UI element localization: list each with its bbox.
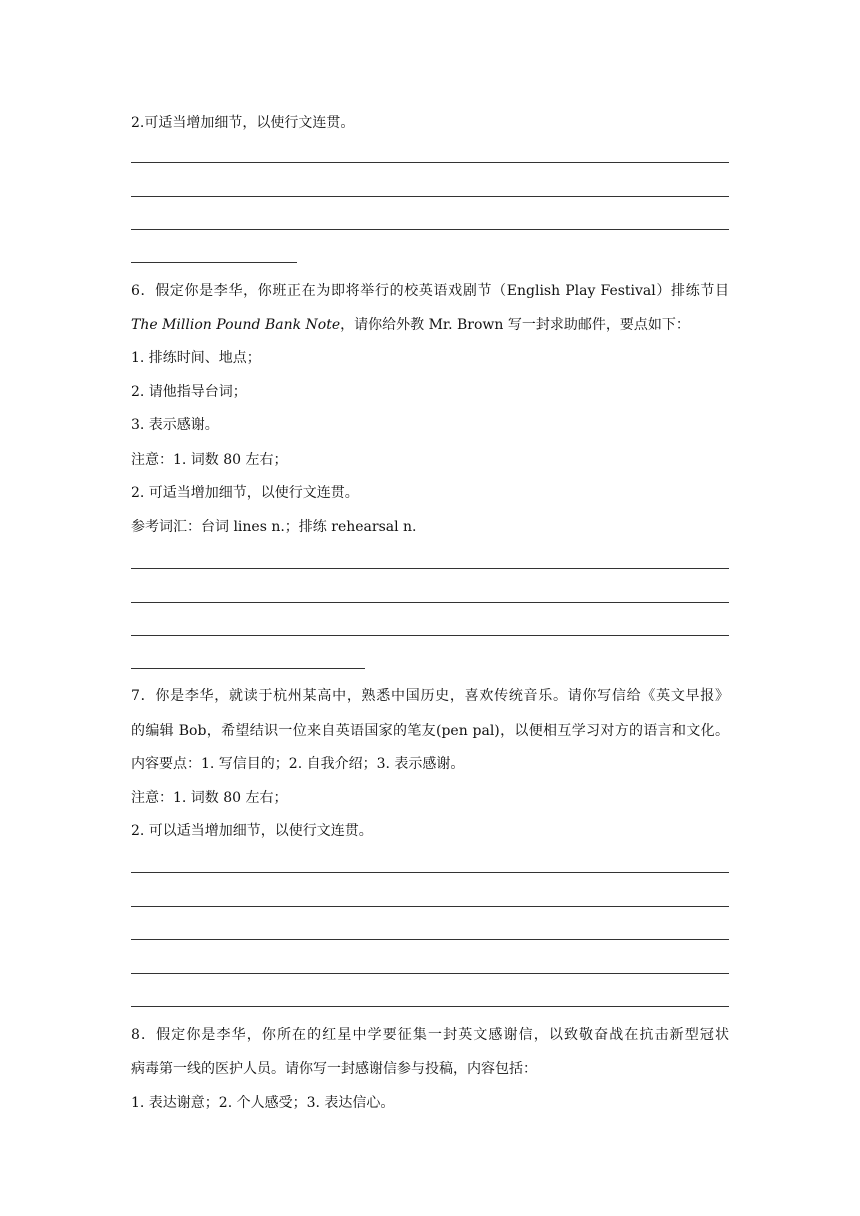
q8-prompt-line2: 病毒第一线的医护人员。请你写一封感谢信参与投稿，内容包括： xyxy=(131,1061,537,1077)
answer-line xyxy=(131,668,365,669)
q7-note-2: 2. 可以适当增加细节，以使行文连贯。 xyxy=(131,823,373,839)
q6-point-3: 3. 表示感谢。 xyxy=(131,417,219,433)
q6-point-1: 1. 排练时间、地点； xyxy=(131,350,261,366)
q6-prompt-line1: 6．假定你是李华，你班正在为即将举行的校英语戏剧节（English Play Festival）排练节目 xyxy=(131,283,729,299)
q7-prompt-line3: 内容要点：1. 写信目的；2. 自我介绍；3. 表示感谢。 xyxy=(131,756,465,772)
answer-line xyxy=(131,196,729,197)
answer-line xyxy=(131,568,729,569)
answer-line xyxy=(131,602,729,603)
answer-line xyxy=(131,872,729,873)
answer-line xyxy=(131,162,729,163)
answer-line xyxy=(131,635,729,636)
answer-line xyxy=(131,939,729,940)
answer-line xyxy=(131,973,729,974)
q6-point-2: 2. 请他指导台词； xyxy=(131,384,247,400)
answer-line xyxy=(131,906,729,907)
answer-line xyxy=(131,1006,729,1007)
q8-prompt-line1: 8．假定你是李华，你所在的红星中学要征集一封英文感谢信，以致敬奋战在抗击新型冠状 xyxy=(131,1027,729,1043)
q5-note-2: 2.可适当增加细节，以使行文连贯。 xyxy=(131,115,355,131)
q6-note-1: 注意：1. 词数 80 左右； xyxy=(131,452,288,468)
answer-line xyxy=(131,229,729,230)
q8-prompt-line3: 1. 表达谢意；2. 个人感受；3. 表达信心。 xyxy=(131,1095,395,1111)
q6-vocab: 参考词汇：台词 lines n.；排练 rehearsal n. xyxy=(131,519,417,535)
q7-prompt-line2: 的编辑 Bob，希望结识一位来自英语国家的笔友(pen pal)，以便相互学习对方的语言和文化。 xyxy=(131,723,729,739)
q6-prompt-line2 xyxy=(131,315,690,335)
q6-play-title: The Million Pound Bank Note xyxy=(131,317,341,333)
q6-note-2: 2. 可适当增加细节，以使行文连贯。 xyxy=(131,485,359,501)
q7-note-1: 注意：1. 词数 80 左右； xyxy=(131,790,288,806)
q6-prompt-line2-rest: ，请你给外教 Mr. Brown 写一封求助邮件，要点如下： xyxy=(340,317,690,333)
q7-prompt-line1: 7．你是李华，就读于杭州某高中，熟悉中国历史，喜欢传统音乐。请你写信给《英文早报》 xyxy=(131,688,729,704)
answer-line xyxy=(131,262,297,263)
